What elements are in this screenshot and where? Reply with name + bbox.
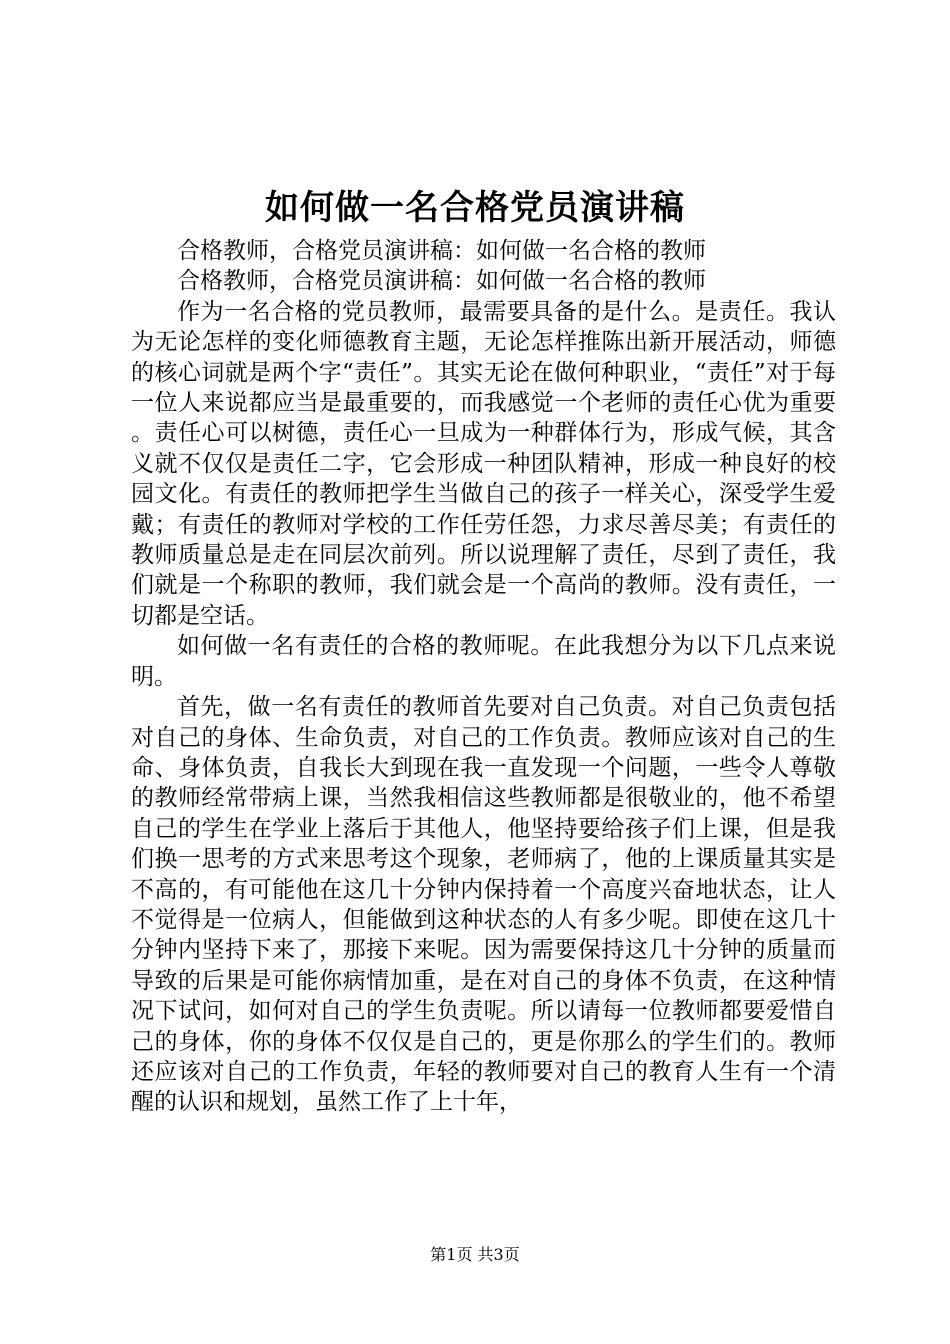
paragraph: 合格教师，合格党员演讲稿：如何做一名合格的教师: [177, 268, 706, 295]
page-number-footer: 第1页 共3页: [430, 1245, 520, 1264]
document-body: [131, 236, 836, 1118]
paragraph: 合格教师，合格党员演讲稿：如何做一名合格的教师: [177, 238, 706, 264]
paragraph: 首先，做一名有责任的教师首先要对自己负责。对自己负责包括对自己的身体、生命负责，对自己的工作负责。教师应该对自己的生命、身体负责，自我长大到现在我一直发现一个问题，一些令人尊敬的教师经常带病上课，当然我相信这些教师都是很敬业的，他不希望自己的学生在学业上落后于其他人，他坚持要给孩子们上课，但是我们换一思考的方式来思考这个现象，老师病了，他的上课质量其实是不高的，有可能他在这几十分钟内保持着一个高度兴奋地状态，让人不觉得是一位病人，但能做到这种状态的人有多少呢。即使在这几十分钟内坚持下来了，那接下来呢。因为需要保持这几十分钟的质量而导致的后果是可能你病情加重，是在对自己的身体不负责，在这种情况下试问，如何对自己的学生负责呢。所以请每一位教师都要爱惜自己的身体，你的身体不仅仅是自己的，更是你那么的学生们的。教师还应该对自己的工作负责，年轻的教师要对自己的教育人生有一个清醒的认识和规划，虽然工作了上十年，: [131, 694, 836, 1116]
paragraph: 作为一名合格的党员教师，最需要具备的是什么。是责任。我认为无论怎样的变化师德教育主题，无论怎样推陈出新开展活动，师德的核心词就是两个字“责任”。其实无论在做何种职业，“责任”对于每一位人来说都应当是最重要的，而我感觉一个老师的责任心优为重要。责任心可以树德，责任心一旦成为一种群体行为，形成气候，其含义就不仅仅是责任二字，它会形成一种团队精神，形成一种良好的校园文化。有责任的教师把学生当做自己的孩子一样关心，深受学生爱戴；有责任的教师对学校的工作任劳任怨，力求尽善尽美；有责任的教师质量总是走在同层次前列。所以说理解了责任，尽到了责任，我们就是一个称职的教师，我们就会是一个高尚的教师。没有责任，一切都是空话。: [131, 298, 836, 629]
paragraph: 如何做一名有责任的合格的教师呢。在此我想分为以下几点来说明。: [131, 633, 836, 690]
document-title: 如何做一名合格党员演讲稿: [265, 188, 685, 228]
